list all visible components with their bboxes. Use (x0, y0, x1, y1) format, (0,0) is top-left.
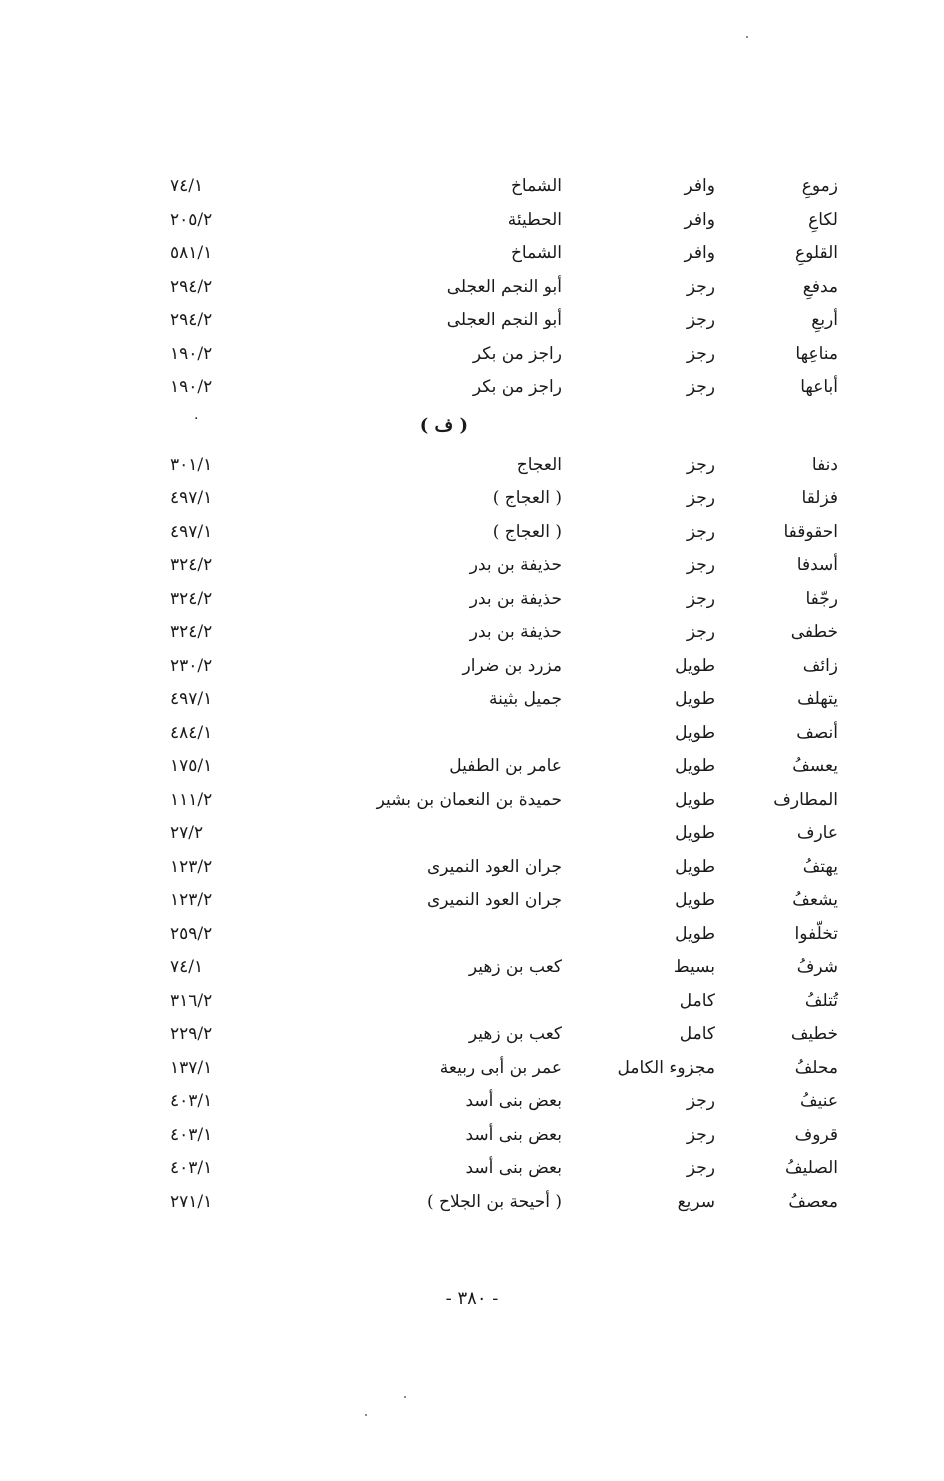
index-row (150, 884, 850, 918)
volume-page-ref: ٤٩٧/١ (170, 488, 213, 508)
index-row (150, 1152, 850, 1186)
poet-name: حذيفة بن بدر (469, 555, 562, 575)
rhyme-group-fa (150, 449, 850, 1220)
meter-name: رجز (686, 488, 715, 508)
volume-page-ref: ٢٩٤/٢ (170, 310, 213, 330)
meter-name: رجز (686, 588, 715, 609)
section-letter: ( ف ) (419, 414, 468, 436)
index-row (150, 271, 850, 305)
poet-name: الشماخ (510, 176, 562, 196)
meter-name: رجز (686, 1091, 715, 1111)
meter-name: سريع (677, 1191, 715, 1212)
volume-page-ref: ١٢٣/٢ (170, 890, 213, 910)
index-row (150, 1186, 850, 1220)
volume-page-ref: ٤٨٤/١ (170, 722, 213, 743)
volume-page-ref: ١٢٣/٢ (170, 856, 213, 877)
meter-name: طويل (675, 789, 715, 810)
rhyme-word: دنفا (811, 454, 838, 475)
volume-page-ref: ٤٠٣/١ (170, 1124, 213, 1145)
poet-name: حذيفة بن بدر (469, 622, 562, 642)
index-row (150, 918, 850, 952)
section-header-fa (150, 405, 850, 449)
meter-name: طويل (675, 856, 715, 877)
meter-name: وافر (684, 176, 715, 196)
index-row (150, 170, 850, 204)
rhyme-word: يتهلف (797, 689, 838, 709)
index-row (150, 616, 850, 650)
rhyme-word: زموعِ (801, 176, 838, 196)
volume-page-ref: ٧٤/١ (170, 176, 204, 196)
index-row (150, 717, 850, 751)
meter-name: طويل (675, 655, 715, 676)
meter-name: رجز (686, 555, 715, 575)
meter-name: رجز (686, 343, 715, 364)
volume-page-ref: ٤٠٣/١ (170, 1158, 213, 1178)
index-row (150, 304, 850, 338)
volume-page-ref: ٢٧١/١ (170, 1191, 213, 1212)
index-row (150, 750, 850, 784)
meter-name: مجزوء الكامل (617, 1057, 715, 1078)
index-row (150, 338, 850, 372)
volume-page-ref: ٧٤/١ (170, 957, 204, 977)
volume-page-ref: ٤٩٧/١ (170, 689, 213, 709)
rhyme-word: مدفعِ (802, 276, 838, 297)
poet-name: الشماخ (510, 243, 562, 263)
poet-name: كعب بن زهير (468, 957, 562, 977)
index-row (150, 449, 850, 483)
meter-name: طويل (675, 689, 715, 709)
volume-page-ref: ٣٢٤/٢ (170, 622, 213, 642)
poet-name: راجز من بكر (472, 377, 562, 397)
meter-name: كامل (679, 990, 715, 1011)
meter-name: رجز (686, 454, 715, 475)
rhyme-word: معصفُ (788, 1191, 838, 1212)
poet-name: جران العود النميرى (426, 890, 562, 910)
poet-name: حميدة بن النعمان بن بشير (376, 789, 562, 810)
meter-name: رجز (686, 521, 715, 542)
poet-name: الحطيئة (507, 209, 562, 230)
volume-page-ref: ١٣٧/١ (170, 1057, 213, 1078)
section-dot: · (194, 410, 199, 427)
rhyme-word: احقوقفا (783, 521, 838, 542)
scan-speck (746, 36, 748, 38)
volume-page-ref: ٢٠٥/٢ (170, 209, 213, 230)
poet-name: العجاج (516, 454, 562, 475)
poet-name: أبو النجم العجلى (446, 310, 562, 330)
scan-speck (365, 1414, 367, 1416)
poet-name: ( العجاج ) (492, 521, 562, 542)
rhyme-word: المطارف (773, 789, 838, 810)
index-row (150, 516, 850, 550)
index-row (150, 851, 850, 885)
scan-speck (404, 1396, 406, 1398)
rhyme-word: أربعِ (811, 310, 838, 330)
index-row (150, 583, 850, 617)
volume-page-ref: ٢٢٩/٢ (170, 1024, 213, 1044)
poet-name: حذيفة بن بدر (469, 588, 562, 609)
volume-page-ref: ٤٩٧/١ (170, 521, 213, 542)
index-row (150, 817, 850, 851)
volume-page-ref: ٥٨١/١ (170, 243, 213, 263)
index-row (150, 985, 850, 1019)
index-row (150, 683, 850, 717)
meter-name: رجز (686, 622, 715, 642)
index-row (150, 204, 850, 238)
index-row (150, 951, 850, 985)
index-row (150, 1119, 850, 1153)
meter-name: وافر (684, 243, 715, 263)
rhyme-word: تُتلفُ (804, 990, 838, 1011)
meter-name: رجز (686, 377, 715, 397)
volume-page-ref: ٢٣٠/٢ (170, 655, 213, 676)
volume-page-ref: ٢٩٤/٢ (170, 276, 213, 297)
rhyme-word: يشعفُ (792, 890, 838, 910)
poet-name: بعض بنى أسد (465, 1091, 562, 1111)
volume-page-ref: ١٩٠/٢ (170, 377, 213, 397)
meter-name: رجز (686, 1158, 715, 1178)
rhyme-word: لكاعِ (808, 209, 838, 230)
rhyme-word: أسدفا (796, 555, 838, 575)
rhyme-word: يهتفُ (802, 856, 838, 877)
poet-name: عمر بن أبى ربيعة (439, 1057, 562, 1078)
volume-page-ref: ٤٠٣/١ (170, 1091, 213, 1111)
rhyme-word: مناعِها (795, 343, 838, 364)
rhyme-word: عنيفُ (799, 1091, 838, 1111)
index-row (150, 784, 850, 818)
rhyme-word: يعسفُ (792, 756, 838, 776)
meter-name: طويل (675, 923, 715, 944)
volume-page-ref: ٣١٦/٢ (170, 990, 213, 1011)
meter-name: طويل (675, 890, 715, 910)
volume-page-ref: ٣٠١/١ (170, 454, 213, 475)
volume-page-ref: ٣٢٤/٢ (170, 555, 213, 575)
index-row (150, 549, 850, 583)
meter-name: بسيط (673, 957, 715, 977)
volume-page-ref: ١٩٠/٢ (170, 343, 213, 364)
poet-name: أبو النجم العجلى (446, 276, 562, 297)
index-row (150, 1018, 850, 1052)
rhyme-group-ayn (150, 170, 850, 405)
rhyme-word: الصليفُ (784, 1158, 838, 1178)
rhyme-word: رجّفا (805, 588, 838, 609)
index-row (150, 482, 850, 516)
rhyme-word: فزلقا (801, 488, 838, 508)
rhyme-word: أنصف (796, 722, 838, 743)
rhyme-word: القلوعِ (794, 243, 838, 263)
rhyme-word: أباعها (800, 377, 838, 397)
volume-page-ref: ٣٢٤/٢ (170, 588, 213, 609)
poet-name: ( أحيحة بن الجلاح ) (427, 1191, 562, 1212)
rhyme-word: خطيف (790, 1024, 838, 1044)
meter-name: كامل (679, 1024, 715, 1044)
poet-name: عامر بن الطفيل (449, 756, 562, 776)
page-number: - ٣٨٠ - (445, 1288, 499, 1309)
index-row (150, 1052, 850, 1086)
meter-name: رجز (686, 310, 715, 330)
meter-name: طويل (675, 756, 715, 776)
rhyme-word: شرفُ (796, 957, 838, 977)
rhyme-word: عارف (796, 823, 838, 843)
poet-name: كعب بن زهير (468, 1024, 562, 1044)
meter-name: رجز (686, 1124, 715, 1145)
volume-page-ref: ٢٧/٢ (170, 823, 204, 843)
index-row (150, 371, 850, 405)
meter-name: وافر (684, 209, 715, 230)
poet-name: جميل بثينة (489, 689, 562, 709)
poet-name: بعض بنى أسد (465, 1124, 562, 1145)
index-row (150, 650, 850, 684)
poet-name: مزرد بن ضرار (462, 655, 562, 676)
rhyme-word: قروف (794, 1124, 838, 1145)
index-row (150, 1085, 850, 1119)
volume-page-ref: ٢٥٩/٢ (170, 923, 213, 944)
meter-name: رجز (686, 276, 715, 297)
rhyme-word: خطفى (790, 622, 838, 642)
poet-name: راجز من بكر (472, 343, 562, 364)
poet-name: بعض بنى أسد (465, 1158, 562, 1178)
rhyme-word: محلفُ (794, 1057, 838, 1078)
volume-page-ref: ١٧٥/١ (170, 756, 213, 776)
meter-name: طويل (675, 823, 715, 843)
poet-name: جران العود النميرى (426, 856, 562, 877)
rhyme-index-table (150, 170, 850, 1219)
poet-name: ( العجاج ) (492, 488, 562, 508)
meter-name: طويل (675, 722, 715, 743)
volume-page-ref: ١١١/٢ (170, 789, 213, 810)
rhyme-word: تخلّفوا (794, 923, 838, 944)
rhyme-word: زائف (802, 655, 838, 676)
index-row (150, 237, 850, 271)
